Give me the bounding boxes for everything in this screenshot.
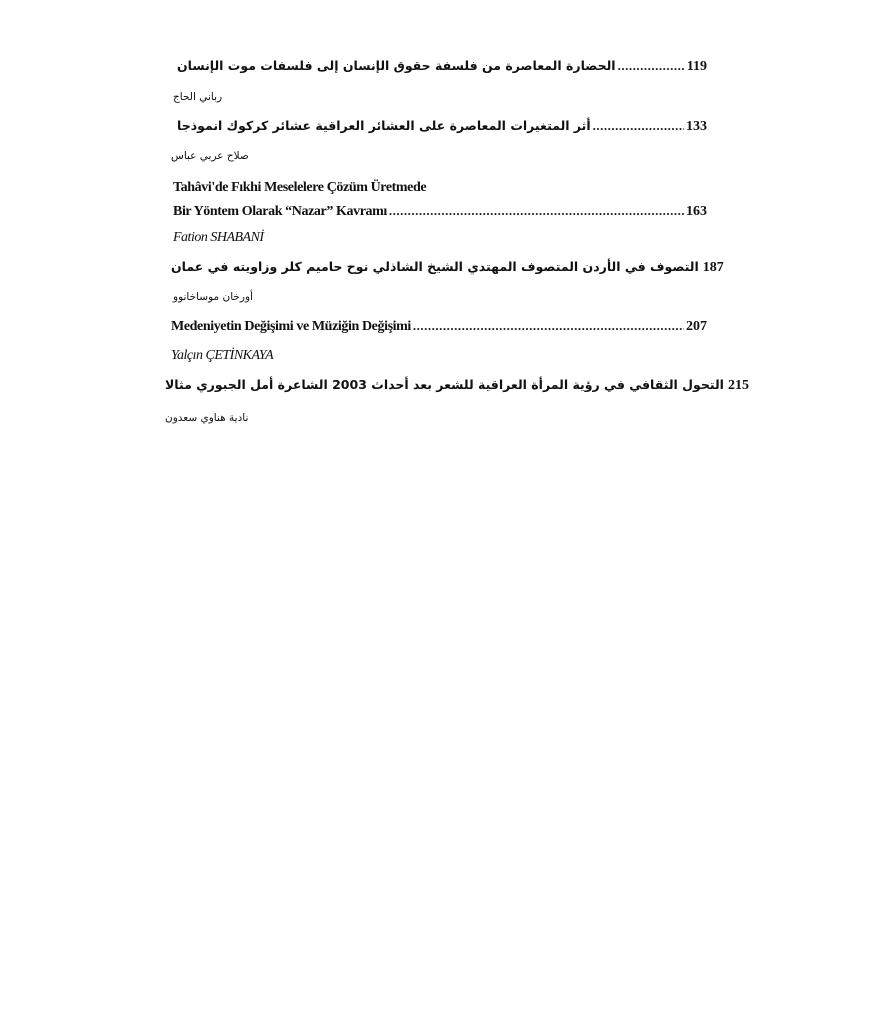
- toc-entry-title: أثر المتغيرات المعاصرة على العشائر العراقية عشائر كركوك انموذجا: [177, 118, 591, 133]
- toc-entry-133: [165, 118, 707, 135]
- toc-entry-title: الحضارة المعاصرة من فلسفة حقوق الإنسان إلى فلسفات موت الإنسان: [177, 58, 616, 73]
- toc-entry-author: أورخان موساخانوو: [173, 291, 253, 303]
- toc-page-number: 215: [727, 378, 749, 393]
- toc-dot-leader: [618, 58, 685, 74]
- toc-entry-title: Bir Yöntem Olarak “Nazar” Kavramı: [173, 204, 387, 219]
- toc-page-number: 163: [686, 204, 707, 219]
- toc-entry-title: التصوف في الأردن المتصوف المهتدي الشيخ الشاذلي نوح حاميم كلر وزاويته في عمان: [171, 259, 699, 274]
- toc-entry-author: نادية هناوي سعدون: [165, 412, 249, 424]
- toc-entry-title-line1: Tahâvi'de Fıkhi Meselelere Çözüm Üretmede: [173, 180, 427, 195]
- toc-entry-author: رباني الحاج: [173, 91, 223, 103]
- toc-dot-leader: [413, 318, 684, 334]
- toc-entry-title: التحول الثقافي في رؤية المرأة العراقية للشعر بعد أحداث 2003 الشاعرة أمل الجبوري مثالا: [165, 377, 724, 392]
- toc-entry-title: Medeniyetin Değişimi ve Müziğin Değişimi: [171, 319, 411, 334]
- toc-entry-author: Yalçın ÇETİNKAYA: [171, 348, 274, 363]
- toc-entry-119: [165, 58, 707, 75]
- toc-page-number: 119: [686, 59, 707, 74]
- toc-dot-leader: [593, 118, 684, 134]
- toc-entry-187: [165, 259, 724, 276]
- toc-page-number: 187: [702, 260, 724, 275]
- toc-entry-215: [165, 377, 749, 394]
- toc-entry-author: Fation SHABANİ: [173, 230, 264, 245]
- toc-page-number: 133: [686, 119, 707, 134]
- toc-entry-author: صلاح عربي عباس: [171, 150, 249, 162]
- toc-entry-163: [165, 203, 707, 220]
- toc-dot-leader: [389, 203, 684, 219]
- toc-page-number: 207: [686, 319, 707, 334]
- toc-entry-207: [165, 318, 707, 335]
